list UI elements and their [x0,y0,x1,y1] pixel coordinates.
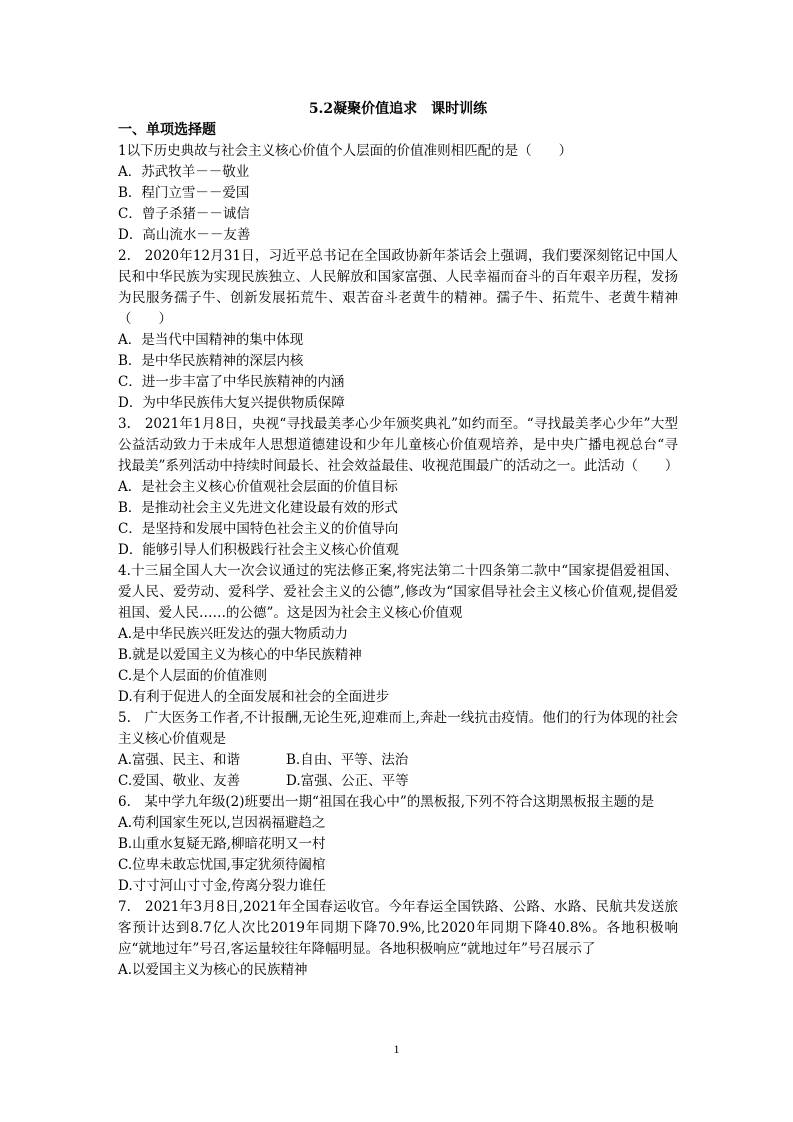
question-2 [118,246,678,414]
option-b: B.自由、平等、法治 [286,752,409,768]
option-c: C．进一步丰富了中华民族精神的内涵 [118,374,345,390]
option-c: C．曾子杀猪－－诚信 [118,206,250,222]
option-c: C.位卑未敢忘忧国,事定犹须待阖棺 [118,857,326,873]
option-b: B．是中华民族精神的深层内核 [118,353,304,369]
option-d: D．为中华民族伟大复兴提供物质保障 [118,395,345,411]
question-stem: 5. 广大医务工作者,不计报酬,无论生死,迎难而上,奔赴一线抗击疫情。他们的行为体现的社会主义核心价值观是 [118,710,678,747]
options-row-2 [118,771,678,792]
question-4 [118,561,678,708]
option-c: C．是坚持和发展中国特色社会主义的价值导向 [118,521,399,537]
question-stem: 4.十三届全国人大一次会议通过的宪法修正案,将宪法第二十四条第二款中“国家提倡爱祖国、爱人民、爱劳动、爱科学、爱社会主义的公德”,修改为“国家倡导社会主义核心价值观,提倡爱祖国、爱人民……的公德”。这是因为社会主义核心价值观 [118,563,678,621]
section-heading: 一、单项选择题 [118,122,216,138]
option-d: D．高山流水－－友善 [118,227,251,243]
option-b: B．是推动社会主义先进文化建设最有效的形式 [118,500,398,516]
option-c: C.爱国、敬业、友善 [118,773,241,789]
option-a: A．苏武牧羊－－敬业 [118,164,250,180]
question-stem: 1以下历史典故与社会主义核心价值个人层面的价值准则相匹配的是（ ） [118,143,573,159]
question-6 [118,792,678,897]
option-b: B．程门立雪－－爱国 [118,185,250,201]
question-stem: 6. 某中学九年级(2)班要出一期“祖国在我心中”的黑板报,下列不符合这期黑板报主题的是 [118,794,655,810]
page-number: 1 [393,1042,400,1056]
option-b: B.就是以爱国主义为核心的中华民族精神 [118,647,362,663]
question-5 [118,708,678,792]
document-title: 5.2凝聚价值追求 课时训练 [308,101,488,117]
option-a: A.富强、民主、和谐 [118,752,241,768]
option-b: B.山重水复疑无路,柳暗花明又一村 [118,836,326,852]
option-a: A.以爱国主义为核心的民族精神 [118,962,308,978]
option-d: D．能够引导人们积极践行社会主义核心价值观 [118,542,399,558]
question-3 [118,414,678,561]
option-a: A．是社会主义核心价值观社会层面的价值目标 [118,479,398,495]
document-content [118,98,678,981]
option-d: D.富强、公正、平等 [286,773,409,789]
options-row-1 [118,750,678,771]
question-stem: 3. 2021年1月8日，央视“寻找最美孝心少年颁奖典礼”如约而至。“寻找最美孝心少年”大型公益活动致力于未成年人思想道德建设和少年儿童核心价值观培养，是中央广播电视总台“寻找最美”系列活动中持续时间最长、社会效益最佳、收视范围最广的活动之一。此活动（ ） [118,416,679,474]
option-a: A.是中华民族兴旺发达的强大物质动力 [118,626,349,642]
question-7 [118,897,678,981]
question-stem: 7. 2021年3月8日,2021年全国春运收官。今年春运全国铁路、公路、水路、民航共发送旅客预计达到8.7亿人次比2019年同期下降70.9%,比2020年同期下降40.8%。各地积极响应“就地过年”号召,客运量较往年降幅明显。各地积极响应“就地过年”号召展示了 [118,899,678,957]
option-d: D.寸寸河山寸寸金,侉离分裂力谁任 [118,878,326,894]
option-d: D.有利于促进人的全面发展和社会的全面进步 [118,689,390,705]
option-c: C.是个人层面的价值准则 [118,668,268,684]
option-a: A．是当代中国精神的集中体现 [118,332,304,348]
question-1 [118,141,678,246]
question-stem: 2. 2020年12月31日，习近平总书记在全国政协新年茶话会上强调，我们要深刻铭记中国人民和中华民族为实现民族独立、人民解放和国家富强、人民幸福而奋斗的百年艰辛历程，发扬为民服务孺子牛、创新发展拓荒牛、艰苦奋斗老黄牛的精神。孺子牛、拓荒牛、老黄牛精神（ ） [118,248,678,327]
option-a: A.苟利国家生死以,岂因祸福避趋之 [118,815,326,831]
